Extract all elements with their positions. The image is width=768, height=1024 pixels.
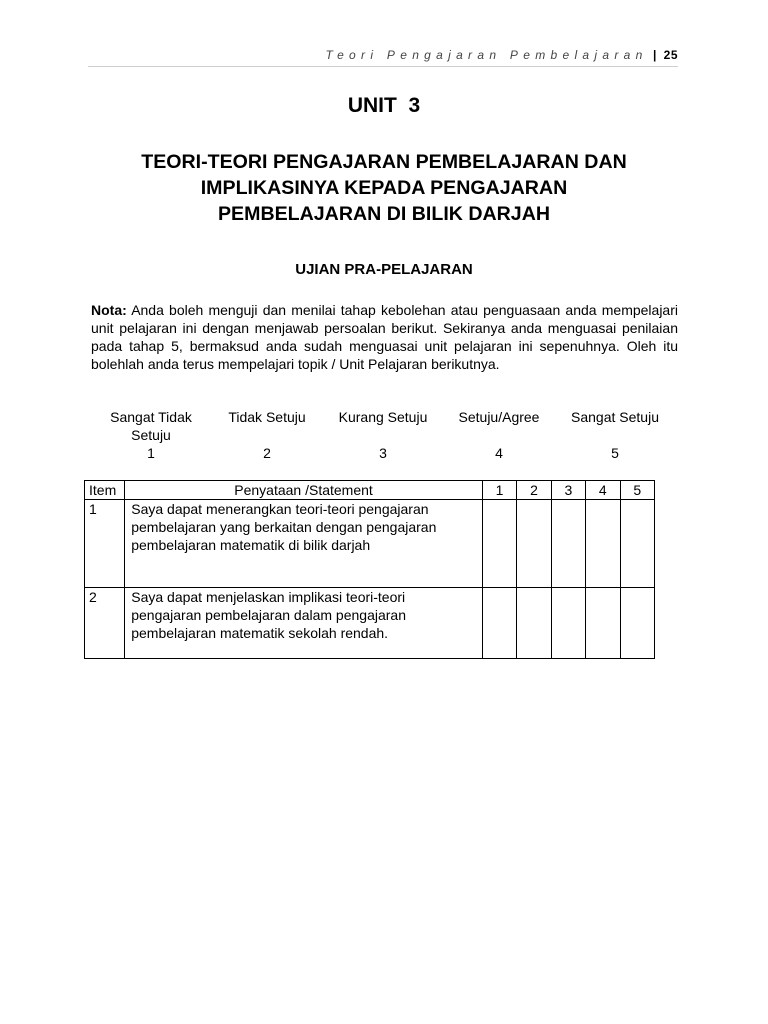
scale-spacer [325, 426, 441, 444]
scale-item-4 [441, 408, 557, 462]
scale-value: 5 [611, 445, 619, 461]
statement-cell: Saya dapat menjelaskan implikasi teori-teori pengajaran pembelajaran dalam pengajaran pembelajaran matematik sekolah rendah. [125, 588, 483, 659]
running-title: Teori Pengajaran Pembelajaran [325, 48, 648, 62]
scale-spacer [557, 426, 673, 444]
statement-cell: Saya dapat menerangkan teori-teori pengajaran pembelajaran yang berkaitan dengan pengajaran pembelajaran matematik di bilik darjah [125, 500, 483, 588]
scale-item-3 [325, 408, 441, 462]
main-title [90, 149, 678, 227]
scale-label: Setuju/Agree [458, 409, 540, 425]
note-label: Nota: [91, 302, 127, 318]
column-header-rating-4: 4 [586, 481, 620, 500]
scale-value: 1 [147, 445, 155, 461]
main-title-line: PEMBELAJARAN DI BILIK DARJAH [217, 203, 551, 225]
rating-cell-5[interactable] [620, 500, 654, 588]
table-row [85, 588, 655, 659]
table-row [85, 500, 655, 588]
scale-label: Kurang Setuju [338, 409, 428, 425]
column-header-item: Item [85, 481, 125, 500]
column-header-rating-2: 2 [517, 481, 551, 500]
scale-label: Sangat Setuju [571, 409, 659, 425]
table-header-row [85, 481, 655, 500]
rating-cell-3[interactable] [551, 500, 585, 588]
main-title-line: TEORI-TEORI PENGAJARAN PEMBELAJARAN DAN [141, 151, 627, 173]
rating-cell-2[interactable] [517, 500, 551, 588]
scale-value: 4 [495, 445, 503, 461]
header-separator: | [652, 48, 657, 62]
scale-label: Sangat Tidak [110, 409, 192, 425]
note-text: Anda boleh menguji dan menilai tahap kebolehan atau penguasaan anda mempelajari unit pelajaran ini dengan menjawab persoalan berikut. Sekiranya anda menguasai penilaian pada tahap 5, bermaksud anda sudah menguasai unit pelajaran ini sepenuhnya. Oleh itu bolehlah anda terus mempelajari topik / Unit Pelajaran berikutnya. [91, 302, 678, 372]
rating-cell-5[interactable] [620, 588, 654, 659]
scale-item-5 [557, 408, 673, 462]
rating-cell-4[interactable] [586, 500, 620, 588]
unit-title: UNIT 3 [347, 94, 421, 117]
rating-cell-2[interactable] [517, 588, 551, 659]
column-header-rating-5: 5 [620, 481, 654, 500]
rating-cell-3[interactable] [551, 588, 585, 659]
scale-label: Setuju [131, 427, 171, 443]
column-header-statement: Penyataan /Statement [125, 481, 483, 500]
scale-spacer [209, 426, 325, 444]
scale-item-1 [93, 408, 209, 462]
page-header [88, 46, 678, 67]
scale-value: 3 [379, 445, 387, 461]
header-text [326, 48, 678, 62]
scale-value: 2 [263, 445, 271, 461]
page-number: 25 [663, 48, 678, 62]
scale-item-2 [209, 408, 325, 462]
self-assessment-table [84, 480, 655, 659]
scale-label: Tidak Setuju [228, 409, 306, 425]
main-title-line: IMPLIKASINYA KEPADA PENGAJARAN [200, 177, 568, 199]
note-paragraph [91, 301, 678, 373]
column-header-rating-3: 3 [551, 481, 585, 500]
rating-cell-4[interactable] [586, 588, 620, 659]
rating-cell-1[interactable] [482, 500, 516, 588]
column-header-rating-1: 1 [482, 481, 516, 500]
item-number-cell: 2 [85, 588, 125, 659]
rating-cell-1[interactable] [482, 588, 516, 659]
rating-scale [91, 408, 681, 468]
item-number-cell: 1 [85, 500, 125, 588]
scale-spacer [441, 426, 557, 444]
section-subtitle: UJIAN PRA-PELAJARAN [295, 261, 473, 278]
